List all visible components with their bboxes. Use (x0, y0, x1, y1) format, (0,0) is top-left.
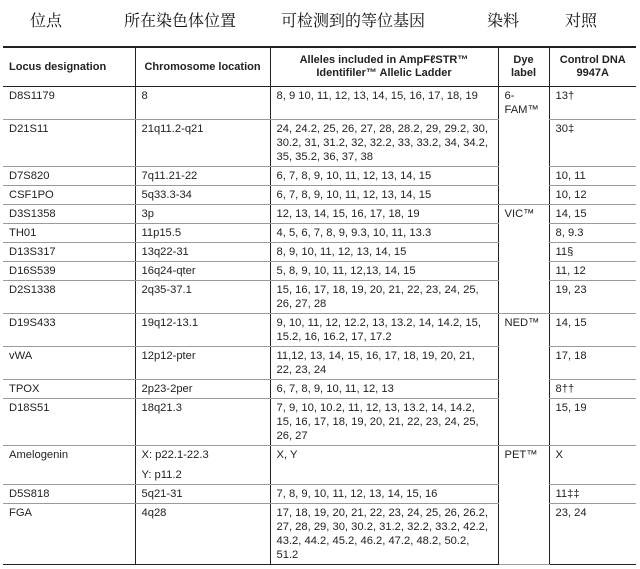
table-row (3, 503, 636, 564)
alleles-cell: 9, 10, 11, 12, 12.2, 13, 13.2, 14, 14.2, 15, 15.2, 16, 16.2, 17, 17.2 (270, 313, 498, 346)
dye-label-cell (498, 379, 549, 398)
locus-cell: TH01 (3, 223, 135, 242)
dye-label-cell (498, 166, 549, 185)
control-dna-cell: 30‡ (549, 119, 636, 166)
alleles-cell: 17, 18, 19, 20, 21, 22, 23, 24, 25, 26, 26.2, 27, 28, 29, 30, 30.2, 31.2, 32.2, 33.2, 42.2, 43.2, 44.2, 45.2, 46.2, 47.2, 48.2, 50.2, 51.2 (270, 503, 498, 564)
table-row (3, 261, 636, 280)
table-row (3, 166, 636, 185)
chromosome-cell (135, 204, 270, 223)
chromosome-cell (135, 503, 270, 564)
chromosome-text: 16q24-qter (141, 264, 196, 277)
chromosome-text: 8 (141, 90, 148, 102)
cn-heading-control: 对照 (565, 11, 598, 30)
chromosome-cell (135, 484, 270, 503)
locus-cell: FGA (3, 503, 135, 564)
table-row (3, 346, 636, 379)
cn-heading-dye: 染料 (487, 11, 520, 30)
control-dna-cell: 15, 19 (549, 398, 636, 445)
chromosome-cell (135, 242, 270, 261)
chromosome-cell (135, 346, 270, 379)
chromosome-text: 4q28 (141, 506, 167, 519)
chromosome-text: 12p12-pter (141, 349, 196, 362)
locus-cell: D3S1358 (3, 204, 135, 223)
table-row (3, 223, 636, 242)
dye-label-cell (498, 223, 549, 242)
dye-label-cell (498, 185, 549, 204)
dye-label-cell: VIC™ (498, 204, 549, 223)
table-row (3, 119, 636, 166)
table-row (3, 379, 636, 398)
chinese-column-headings (0, 6, 640, 32)
chromosome-cell (135, 87, 270, 120)
locus-cell: D2S1338 (3, 280, 135, 313)
chromosome-text: 21q11.2-q21 (141, 122, 204, 135)
control-dna-cell: 13† (549, 87, 636, 120)
alleles-cell: 6, 7, 8, 9, 10, 11, 12, 13 (270, 379, 498, 398)
dye-label-cell (498, 119, 549, 166)
chromosome-cell (135, 398, 270, 445)
chromosome-text: 11p15.5 (141, 226, 182, 239)
locus-cell: vWA (3, 346, 135, 379)
control-dna-cell: 10, 11 (549, 166, 636, 185)
control-dna-cell: 10, 12 (549, 185, 636, 204)
table-row (3, 313, 636, 346)
chromosome-cell (135, 379, 270, 398)
control-dna-cell: 11‡‡ (549, 484, 636, 503)
table-row (3, 185, 636, 204)
control-dna-cell: 19, 23 (549, 280, 636, 313)
control-dna-cell: 23, 24 (549, 503, 636, 564)
alleles-cell: 7, 8, 9, 10, 11, 12, 13, 14, 15, 16 (270, 484, 498, 503)
control-dna-cell: 11§ (549, 242, 636, 261)
alleles-cell: 5, 8, 9, 10, 11, 12,13, 14, 15 (270, 261, 498, 280)
header-dye: Dye label (498, 47, 549, 87)
chromosome-text: 2q35-37.1 (141, 283, 192, 296)
locus-cell: D16S539 (3, 261, 135, 280)
table-row (3, 242, 636, 261)
cn-heading-locus: 位点 (30, 11, 63, 30)
table-row (3, 204, 636, 223)
dye-label-cell: NED™ (498, 313, 549, 346)
chromosome-cell (135, 445, 270, 484)
table-row (3, 398, 636, 445)
chromosome-cell (135, 280, 270, 313)
table-row (3, 87, 636, 120)
chromosome-cell (135, 185, 270, 204)
str-loci-table (3, 46, 636, 565)
chromosome-text: 7q11.21-22 (141, 169, 198, 182)
chromosome-text: 19q12-13.1 (141, 316, 199, 329)
locus-cell: D18S51 (3, 398, 135, 445)
dye-label-cell (498, 398, 549, 445)
alleles-cell: 11,12, 13, 14, 15, 16, 17, 18, 19, 20, 21, 22, 23, 24 (270, 346, 498, 379)
chromosome-cell (135, 119, 270, 166)
locus-cell: D19S433 (3, 313, 135, 346)
alleles-cell: 6, 7, 8, 9, 10, 11, 12, 13, 14, 15 (270, 166, 498, 185)
locus-cell: CSF1PO (3, 185, 135, 204)
alleles-cell: 8, 9, 10, 11, 12, 13, 14, 15 (270, 242, 498, 261)
dye-label-cell (498, 242, 549, 261)
locus-cell: D7S820 (3, 166, 135, 185)
alleles-cell: 7, 9, 10, 10.2, 11, 12, 13, 13.2, 14, 14.2, 15, 16, 17, 18, 19, 20, 21, 22, 23, 24, 25, 26, 27 (270, 398, 498, 445)
dye-label-cell (498, 346, 549, 379)
table-row (3, 445, 636, 484)
dye-label-cell (498, 484, 549, 503)
chromosome-text: 13q22-31 (141, 245, 189, 258)
chromosome-cell (135, 166, 270, 185)
control-dna-cell: 11, 12 (549, 261, 636, 280)
locus-cell: D8S1179 (3, 87, 135, 120)
cn-heading-chromosome: 所在染色体位置 (124, 11, 237, 30)
alleles-cell: 8, 9 10, 11, 12, 13, 14, 15, 16, 17, 18, 19 (270, 87, 498, 120)
locus-cell: D13S317 (3, 242, 135, 261)
control-dna-cell: 14, 15 (549, 204, 636, 223)
control-dna-cell: X (549, 445, 636, 484)
dye-label-cell: 6-FAM™ (498, 87, 549, 120)
dye-label-cell (498, 280, 549, 313)
alleles-cell: 12, 13, 14, 15, 16, 17, 18, 19 (270, 204, 498, 223)
chromosome-text: 5q21-31 (141, 487, 183, 500)
header-locus: Locus designation (3, 47, 135, 87)
header-alleles: Alleles included in AmpFℓSTR™ Identifiler™ Allelic Ladder (270, 47, 498, 87)
chromosome-cell (135, 223, 270, 242)
dye-label-cell (498, 261, 549, 280)
chromosome-text: 3p (141, 207, 154, 220)
chromosome-text: X: p22.1-22.3 (141, 448, 209, 461)
table-row (3, 280, 636, 313)
chromosome-cell (135, 261, 270, 280)
header-chromosome: Chromosome location (135, 47, 270, 87)
chromosome-cell (135, 313, 270, 346)
dye-label-cell (498, 503, 549, 564)
header-control: Control DNA 9947A (549, 47, 636, 87)
control-dna-cell: 8†† (549, 379, 636, 398)
alleles-cell: 6, 7, 8, 9, 10, 11, 12, 13, 14, 15 (270, 185, 498, 204)
locus-cell: D5S818 (3, 484, 135, 503)
table-row (3, 484, 636, 503)
alleles-cell: X, Y (270, 445, 498, 484)
locus-cell: Amelogenin (3, 445, 135, 484)
alleles-cell: 24, 24.2, 25, 26, 27, 28, 28.2, 29, 29.2, 30, 30.2, 31, 31.2, 32, 32.2, 33, 33.2, 34, 34.2, 35, 35.2, 36, 37, 38 (270, 119, 498, 166)
table-header-row (3, 47, 636, 87)
cn-heading-alleles: 可检测到的等位基因 (281, 11, 426, 30)
control-dna-cell: 14, 15 (549, 313, 636, 346)
alleles-cell: 4, 5, 6, 7, 8, 9, 9.3, 10, 11, 13.3 (270, 223, 498, 242)
locus-cell: TPOX (3, 379, 135, 398)
chromosome-text: 5q33.3-34 (141, 188, 192, 201)
control-dna-cell: 8, 9.3 (549, 223, 636, 242)
dye-label-cell: PET™ (498, 445, 549, 484)
locus-cell: D21S11 (3, 119, 135, 166)
chromosome-text-secondary: Y: p11.2 (141, 468, 182, 481)
chromosome-text: 18q21.3 (141, 401, 182, 414)
control-dna-cell: 17, 18 (549, 346, 636, 379)
alleles-cell: 15, 16, 17, 18, 19, 20, 21, 22, 23, 24, 25, 26, 27, 28 (270, 280, 498, 313)
chromosome-text: 2p23-2per (141, 382, 193, 395)
